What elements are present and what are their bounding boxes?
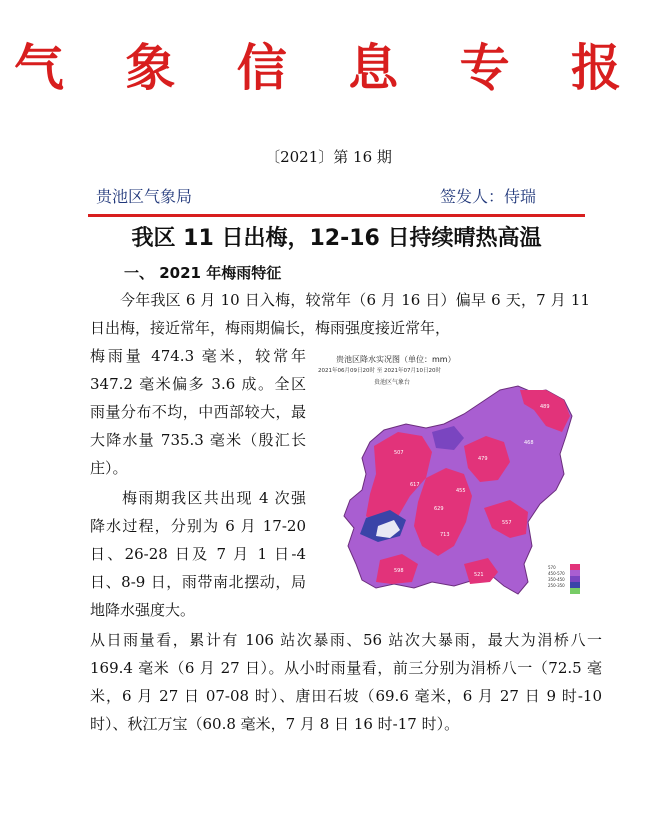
headline: 我区 11 日出梅，12-16 日持续晴热高温 (131, 226, 542, 251)
legend-label-3: 350-450 (548, 577, 565, 582)
svg-text:468: 468 (524, 440, 534, 446)
legend-label-1: 570 (548, 565, 556, 570)
paragraph-onset: 今年我区 6 月 10 日入梅，较常年（6 月 16 日）偏早 6 天，7 月 11 日出梅，接近常年，梅雨期偏长，梅雨强度接近常年， (90, 291, 590, 337)
svg-text:557: 557 (502, 520, 512, 526)
map-period: 2021年06月09日20时 至 2021年07月10日20时 (318, 368, 441, 374)
paragraph-rain-stats: 从日雨量看，累计有 106 站次暴雨、56 站次大暴雨，最大为涓桥八一 169.4 毫米（6 月 27 日）。从小时雨量看，前三分别为涓桥八一（72.5 毫米，6 月 27 日 07-08 时）、唐田石坡（69.6 毫米，6 月 27 日 9 时-10 时）、秋江万宝（60.8 毫米，7 月 8 日 16 时-17 时）。 (90, 631, 602, 733)
signer: 签发人：侍瑞 (440, 187, 537, 206)
svg-text:521: 521 (474, 572, 484, 578)
issuing-agency: 贵池区气象局 (96, 187, 193, 206)
svg-text:489: 489 (540, 404, 550, 410)
svg-text:507: 507 (394, 450, 404, 456)
map-title: 贵池区降水实况图（单位：mm） (336, 355, 456, 364)
svg-text:713: 713 (440, 532, 450, 538)
issue-number: 〔2021〕第 16 期 (265, 148, 392, 166)
header-rule (88, 214, 585, 217)
paragraph-rainfall-amount: 梅雨量 474.3 毫米，较常年 347.2 毫米偏多 3.6 成。全区雨量分布不均，中西部较大，最大降水量 735.3 毫米（殷汇长庄）。 (90, 347, 306, 477)
masthead-title: 气 象 信 息 专 报 (13, 38, 644, 97)
svg-text:629: 629 (434, 506, 444, 512)
section-title: 一、 2021 年梅雨特征 (124, 264, 282, 282)
precipitation-map (314, 350, 592, 606)
svg-text:479: 479 (478, 456, 488, 462)
legend-label-4: 250-350 (548, 583, 565, 588)
svg-text:598: 598 (394, 568, 404, 574)
paragraph-heavy-rain-events: 梅雨期我区共出现 4 次强降水过程，分别为 6 月 17-20 日、26-28 日及 7 月 1 日-4 日、8-9 日，雨带南北摆动，局地降水强度大。 (90, 489, 306, 619)
map-source: 贵池区气象台 (374, 379, 411, 386)
legend-label-2: 450-570 (548, 571, 565, 576)
svg-text:455: 455 (456, 488, 466, 494)
svg-text:617: 617 (410, 482, 420, 488)
